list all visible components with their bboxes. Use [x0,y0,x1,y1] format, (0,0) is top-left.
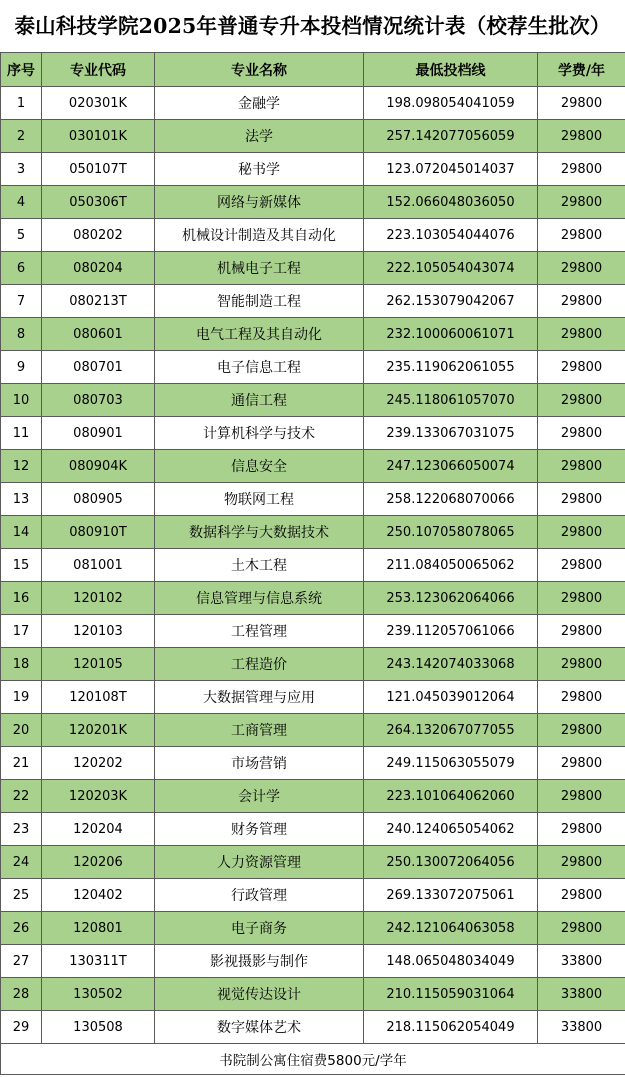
major-code: 050306T [42,186,155,219]
major-name: 数据科学与大数据技术 [155,516,364,549]
tuition: 29800 [538,384,625,417]
table-header-row [1,53,625,87]
min-score: 223.103054044076 [364,219,538,252]
min-score: 148.065048034049 [364,945,538,978]
major-name: 计算机科学与技术 [155,417,364,450]
tuition: 29800 [538,681,625,714]
tuition: 29800 [538,417,625,450]
major-code: 120105 [42,648,155,681]
major-name: 电子商务 [155,912,364,945]
major-name: 土木工程 [155,549,364,582]
major-code: 080213T [42,285,155,318]
min-score: 235.119062061055 [364,351,538,384]
row-index: 26 [1,912,42,945]
major-code: 080910T [42,516,155,549]
major-name: 视觉传达设计 [155,978,364,1011]
major-name: 市场营销 [155,747,364,780]
min-score: 152.066048036050 [364,186,538,219]
major-name: 财务管理 [155,813,364,846]
major-name: 工商管理 [155,714,364,747]
table-row [1,483,625,516]
row-index: 4 [1,186,42,219]
major-code: 130311T [42,945,155,978]
page-title: 泰山科技学院2025年普通专升本投档情况统计表（校荐生批次） [14,14,611,38]
min-score: 257.142077056059 [364,120,538,153]
major-name: 工程管理 [155,615,364,648]
table-row [1,351,625,384]
table-row [1,285,625,318]
header-major-name: 专业名称 [155,53,364,87]
row-index: 27 [1,945,42,978]
tuition: 29800 [538,186,625,219]
min-score: 243.142074033068 [364,648,538,681]
table-row [1,384,625,417]
tuition: 29800 [538,582,625,615]
table-row [1,186,625,219]
table-row [1,1011,625,1044]
table-row [1,318,625,351]
min-score: 264.132067077055 [364,714,538,747]
tuition: 29800 [538,780,625,813]
row-index: 28 [1,978,42,1011]
major-code: 080204 [42,252,155,285]
min-score: 232.100060061071 [364,318,538,351]
footer-note: 书院制公寓住宿费5800元/学年 [1,1044,625,1075]
table-row [1,813,625,846]
table-row [1,516,625,549]
major-code: 030101K [42,120,155,153]
min-score: 262.153079042067 [364,285,538,318]
table-row [1,615,625,648]
row-index: 22 [1,780,42,813]
table-row [1,648,625,681]
tuition: 29800 [538,714,625,747]
row-index: 21 [1,747,42,780]
min-score: 250.107058078065 [364,516,538,549]
tuition: 33800 [538,978,625,1011]
admission-table [0,52,625,1075]
table-row [1,417,625,450]
major-code: 080202 [42,219,155,252]
major-name: 电气工程及其自动化 [155,318,364,351]
major-name: 物联网工程 [155,483,364,516]
table-footer-row [1,1044,625,1075]
table-row [1,120,625,153]
header-major-code: 专业代码 [42,53,155,87]
row-index: 25 [1,879,42,912]
table-row [1,978,625,1011]
major-name: 会计学 [155,780,364,813]
min-score: 247.123066050074 [364,450,538,483]
header-index: 序号 [1,53,42,87]
min-score: 223.101064062060 [364,780,538,813]
tuition: 29800 [538,846,625,879]
tuition: 29800 [538,120,625,153]
min-score: 242.121064063058 [364,912,538,945]
row-index: 19 [1,681,42,714]
row-index: 6 [1,252,42,285]
table-row [1,219,625,252]
min-score: 250.130072064056 [364,846,538,879]
tuition: 29800 [538,153,625,186]
row-index: 16 [1,582,42,615]
row-index: 2 [1,120,42,153]
row-index: 23 [1,813,42,846]
major-code: 120203K [42,780,155,813]
table-row [1,879,625,912]
major-name: 网络与新媒体 [155,186,364,219]
min-score: 211.084050065062 [364,549,538,582]
tuition: 29800 [538,87,625,120]
major-code: 120402 [42,879,155,912]
min-score: 253.123062064066 [364,582,538,615]
major-code: 120801 [42,912,155,945]
tuition: 29800 [538,516,625,549]
min-score: 269.133072075061 [364,879,538,912]
tuition: 29800 [538,813,625,846]
major-name: 影视摄影与制作 [155,945,364,978]
table-row [1,582,625,615]
min-score: 218.115062054049 [364,1011,538,1044]
row-index: 3 [1,153,42,186]
major-name: 法学 [155,120,364,153]
table-row [1,450,625,483]
table-row [1,714,625,747]
tuition: 29800 [538,351,625,384]
table-body [1,87,625,1044]
tuition: 29800 [538,483,625,516]
row-index: 5 [1,219,42,252]
table-row [1,549,625,582]
major-name: 机械设计制造及其自动化 [155,219,364,252]
min-score: 239.112057061066 [364,615,538,648]
table-row [1,945,625,978]
min-score: 258.122068070066 [364,483,538,516]
table-row [1,252,625,285]
major-code: 081001 [42,549,155,582]
table-row [1,780,625,813]
row-index: 9 [1,351,42,384]
major-name: 金融学 [155,87,364,120]
min-score: 121.045039012064 [364,681,538,714]
tuition: 29800 [538,252,625,285]
tuition: 29800 [538,615,625,648]
row-index: 15 [1,549,42,582]
row-index: 13 [1,483,42,516]
major-code: 080701 [42,351,155,384]
tuition: 29800 [538,912,625,945]
major-name: 通信工程 [155,384,364,417]
major-name: 人力资源管理 [155,846,364,879]
major-code: 020301K [42,87,155,120]
header-tuition: 学费/年 [538,53,625,87]
major-name: 数字媒体艺术 [155,1011,364,1044]
min-score: 222.105054043074 [364,252,538,285]
tuition: 29800 [538,549,625,582]
major-code: 080905 [42,483,155,516]
major-code: 080703 [42,384,155,417]
major-code: 050107T [42,153,155,186]
major-code: 120206 [42,846,155,879]
table-row [1,681,625,714]
row-index: 24 [1,846,42,879]
row-index: 14 [1,516,42,549]
major-name: 秘书学 [155,153,364,186]
row-index: 8 [1,318,42,351]
major-code: 130508 [42,1011,155,1044]
min-score: 239.133067031075 [364,417,538,450]
tuition: 29800 [538,285,625,318]
tuition: 29800 [538,219,625,252]
table-row [1,87,625,120]
min-score: 249.115063055079 [364,747,538,780]
major-name: 行政管理 [155,879,364,912]
major-code: 120204 [42,813,155,846]
major-code: 120102 [42,582,155,615]
major-name: 电子信息工程 [155,351,364,384]
major-name: 信息安全 [155,450,364,483]
min-score: 240.124065054062 [364,813,538,846]
row-index: 20 [1,714,42,747]
row-index: 12 [1,450,42,483]
major-name: 机械电子工程 [155,252,364,285]
tuition: 29800 [538,648,625,681]
tuition: 33800 [538,1011,625,1044]
major-code: 120103 [42,615,155,648]
row-index: 18 [1,648,42,681]
min-score: 210.115059031064 [364,978,538,1011]
tuition: 29800 [538,879,625,912]
major-code: 080904K [42,450,155,483]
tuition: 29800 [538,318,625,351]
major-code: 080901 [42,417,155,450]
row-index: 29 [1,1011,42,1044]
row-index: 7 [1,285,42,318]
major-name: 大数据管理与应用 [155,681,364,714]
major-code: 120108T [42,681,155,714]
row-index: 11 [1,417,42,450]
major-code: 120202 [42,747,155,780]
major-code: 130502 [42,978,155,1011]
major-code: 120201K [42,714,155,747]
table-row [1,912,625,945]
table-row [1,846,625,879]
major-name: 工程造价 [155,648,364,681]
table-row [1,153,625,186]
major-name: 信息管理与信息系统 [155,582,364,615]
major-name: 智能制造工程 [155,285,364,318]
row-index: 17 [1,615,42,648]
min-score: 198.098054041059 [364,87,538,120]
min-score: 245.118061057070 [364,384,538,417]
tuition: 29800 [538,450,625,483]
min-score: 123.072045014037 [364,153,538,186]
header-min-score: 最低投档线 [364,53,538,87]
major-code: 080601 [42,318,155,351]
row-index: 1 [1,87,42,120]
row-index: 10 [1,384,42,417]
tuition: 33800 [538,945,625,978]
table-row [1,747,625,780]
tuition: 29800 [538,747,625,780]
